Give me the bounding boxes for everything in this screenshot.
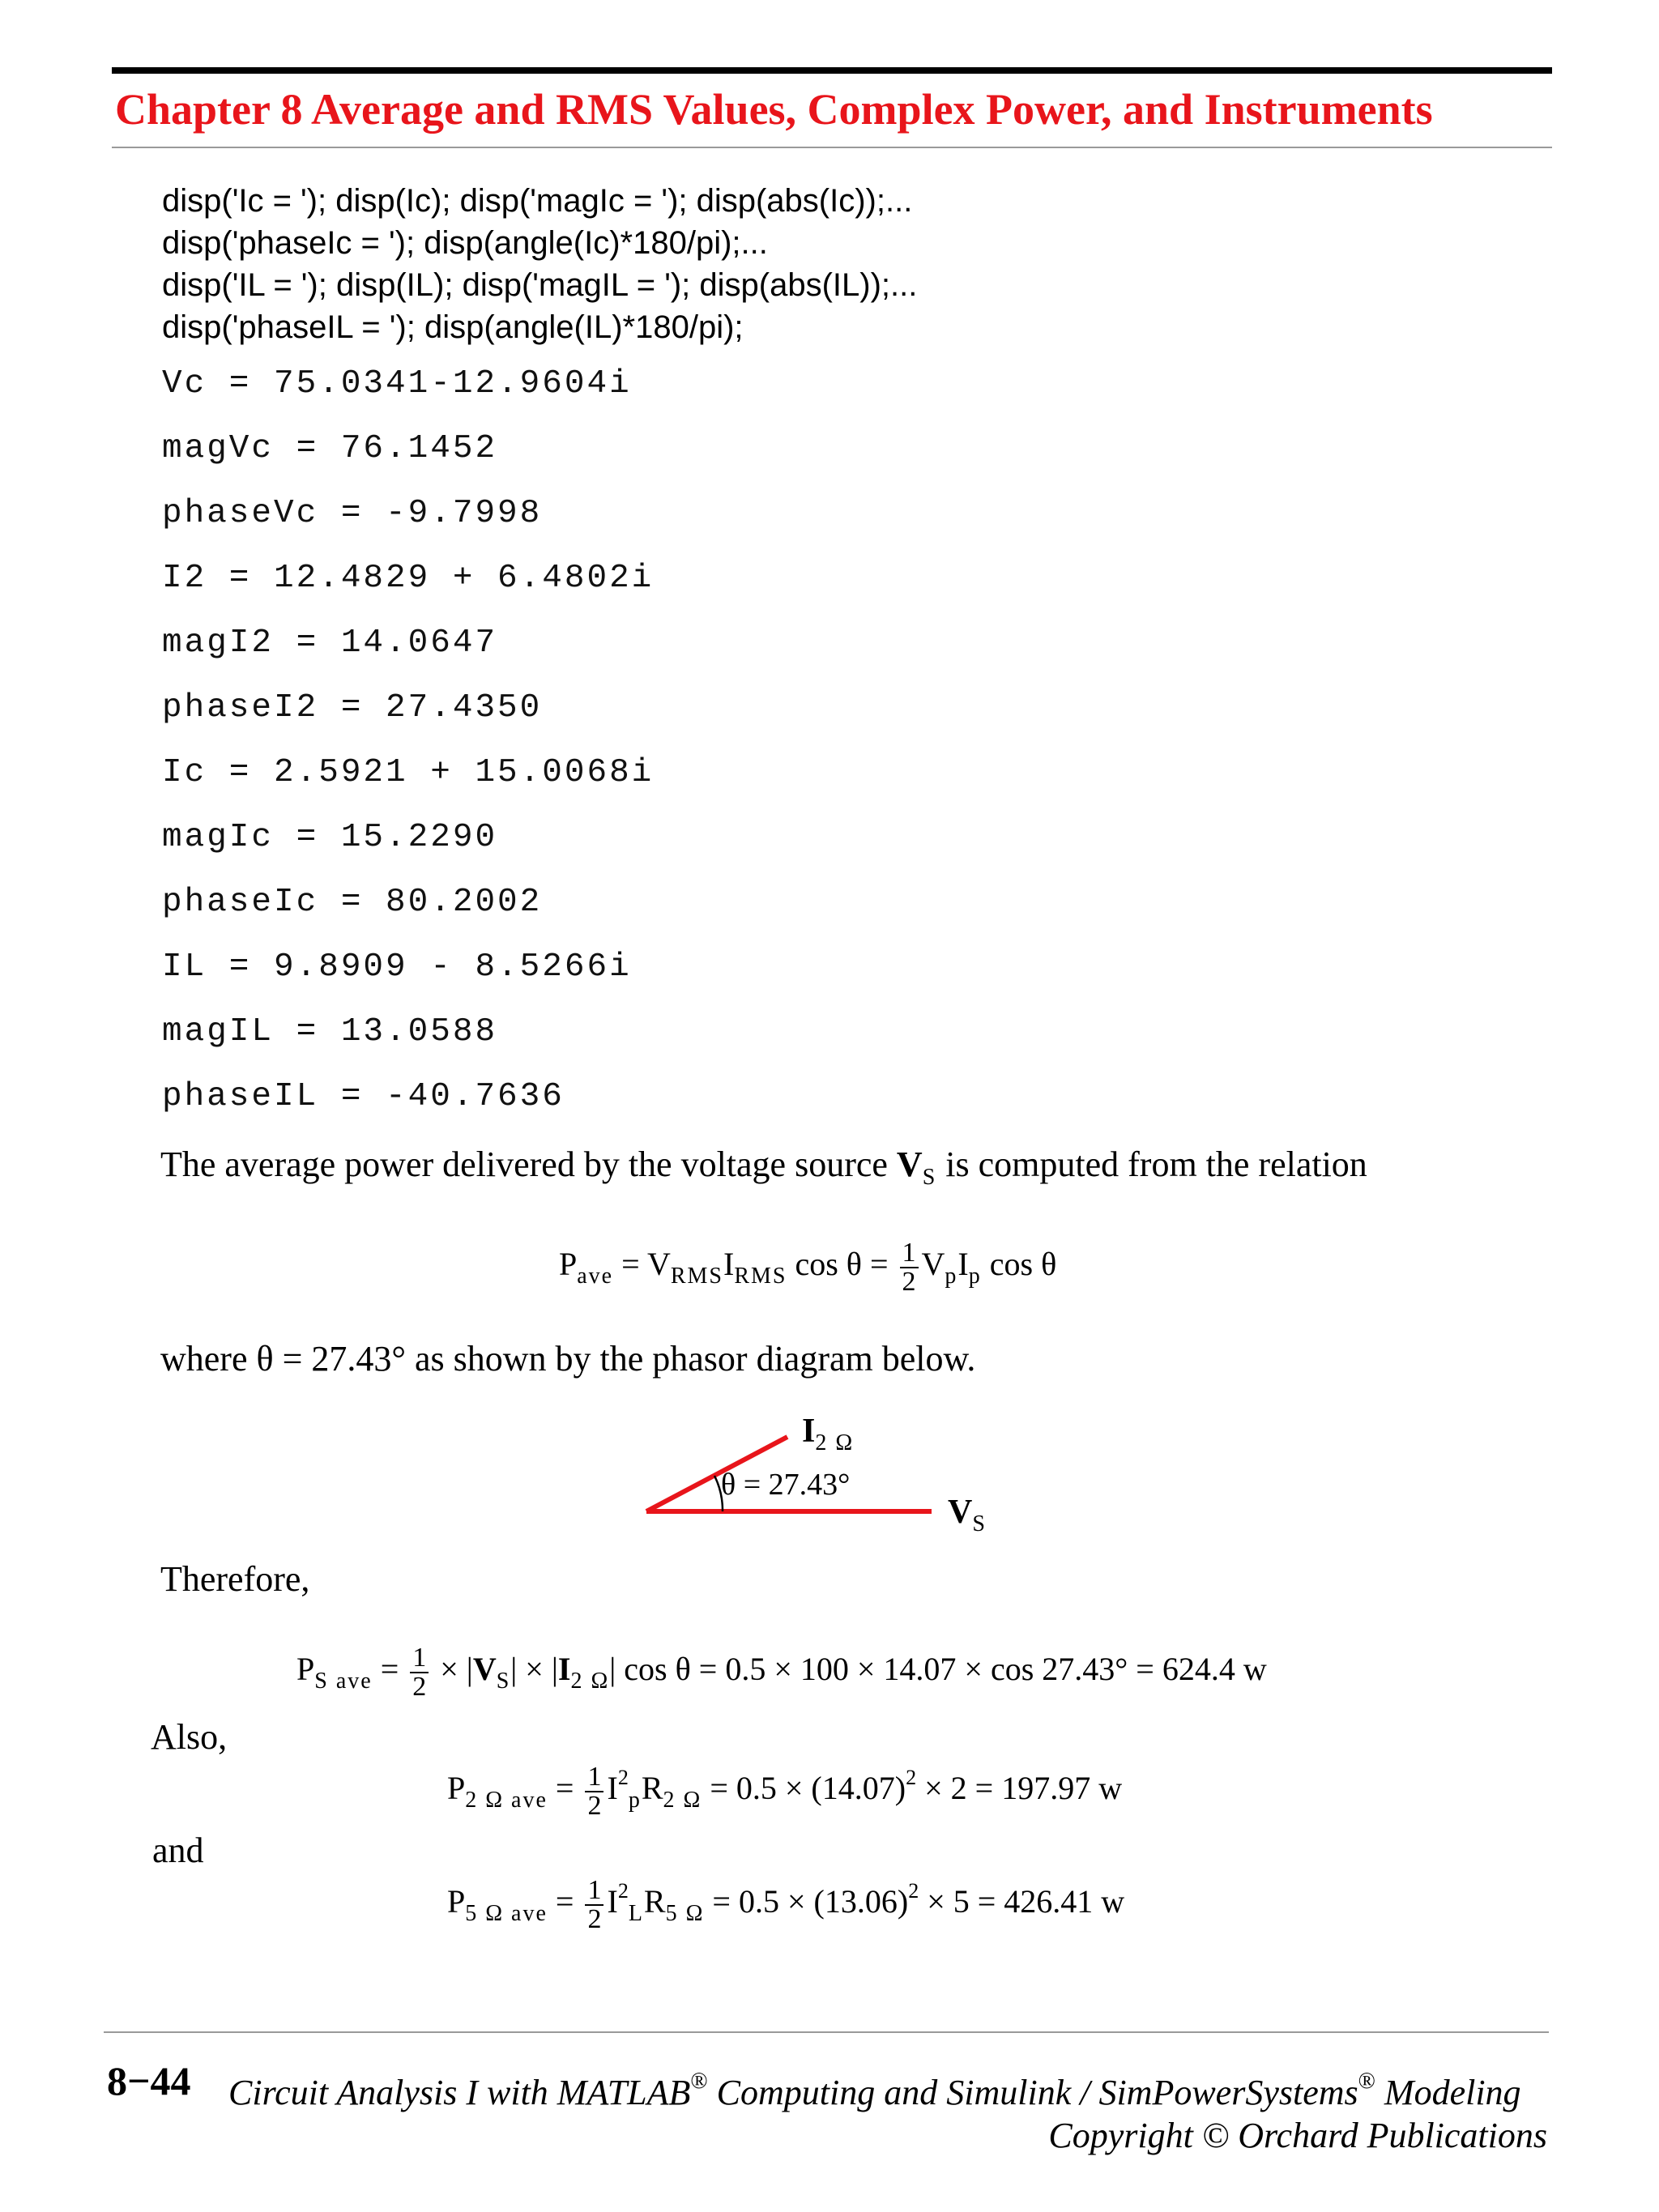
output-line: phaseIL = -40.7636 — [162, 1078, 565, 1115]
code-line: disp('IL = '); disp(IL); disp('magIL = '); disp(abs(IL));... — [162, 267, 918, 303]
chapter-title: Chapter 8 Average and RMS Values, Complex Power, and Instruments — [115, 85, 1433, 134]
equation-ps-ave: $P_{S ave}$ = $\frac{1}{2}$ × $|V_S| \times |I_{2 \Omega}|$ cos θ = 0.5 × 100 × 14.07 × cos 27.43° = 624.4 w — [296, 1643, 1267, 1702]
output-line: IL = 9.8909 - 8.5266i — [162, 948, 632, 986]
equation-p2-ave: $P_{2 \Omega ave}$ = $\frac{1}{2}$ $I^2_pR_{2 \Omega} = 0.5 \times (14.07)^2 \times 2 = 197.97$ w — [447, 1761, 1123, 1821]
code-line: disp('phaseIc = '); disp(angle(Ic)*180/pi);... — [162, 225, 768, 261]
footer-rule — [104, 2031, 1549, 2033]
where-theta-sentence: where θ = 27.43° as shown by the phasor diagram below. — [160, 1339, 976, 1379]
output-line: magIL = 13.0588 — [162, 1013, 498, 1051]
equation-p5-ave: $P_{5 \Omega ave}$ = $\frac{1}{2}$ $I^2_LR_{5 \Omega} = 0.5 \times (13.06)^2 \times 5 = 426.41$ w — [447, 1874, 1125, 1934]
output-line: magVc = 76.1452 — [162, 430, 498, 467]
matlab-code-block — [162, 180, 1426, 348]
output-line: I2 = 12.4829 + 6.4802i — [162, 560, 655, 597]
output-line: phaseVc = -9.7998 — [162, 495, 543, 532]
code-line: disp('Ic = '); disp(Ic); disp('magIc = '); disp(abs(Ic));... — [162, 183, 913, 219]
header-top-rule — [112, 67, 1552, 74]
also-label: Also, — [151, 1717, 228, 1757]
output-line: phaseI2 = 27.4350 — [162, 689, 543, 727]
output-line: magI2 = 14.0647 — [162, 624, 498, 662]
fraction-one-half: $\frac{1}{2}$ — [410, 1644, 429, 1701]
output-line: magIc = 15.2290 — [162, 819, 498, 856]
footer-copyright: Copyright © Orchard Publications — [1048, 2116, 1547, 2155]
and-label: and — [152, 1831, 204, 1870]
fraction-one-half: $\frac{1}{2}$ — [585, 1877, 603, 1933]
angle-label: θ = 27.43° — [721, 1468, 851, 1502]
therefore-label: Therefore, — [160, 1559, 310, 1599]
fraction-one-half: $\frac{1}{2}$ — [585, 1763, 603, 1820]
output-line: phaseIc = 80.2002 — [162, 884, 543, 921]
page-number: 8−44 — [107, 2058, 191, 2103]
vs-phasor-label: $V_S$ — [948, 1494, 987, 1536]
output-line: Vc = 75.0341-12.9604i — [162, 365, 632, 403]
avg-power-sentence: The average power delivered by the voltage source $V_S$ is computed from the relation — [160, 1144, 1367, 1190]
i2-phasor-label: $I_{2 \Omega}$ — [802, 1413, 855, 1455]
footer-book-title: Circuit Analysis I with MATLAB® Computing and Simulink / SimPowerSystems® Modeling — [228, 2069, 1521, 2112]
header-bottom-rule — [112, 147, 1552, 148]
output-line: Ic = 2.5921 + 15.0068i — [162, 754, 655, 791]
equation-p-ave: $P_{ave} = V_{RMS}I_{RMS}$ cos θ = $\frac{1}{2}$ $V_pI_p$ cos θ — [559, 1238, 1057, 1297]
code-line: disp('phaseIL = '); disp(angle(IL)*180/pi); — [162, 309, 744, 345]
fraction-one-half: $\frac{1}{2}$ — [900, 1239, 919, 1296]
